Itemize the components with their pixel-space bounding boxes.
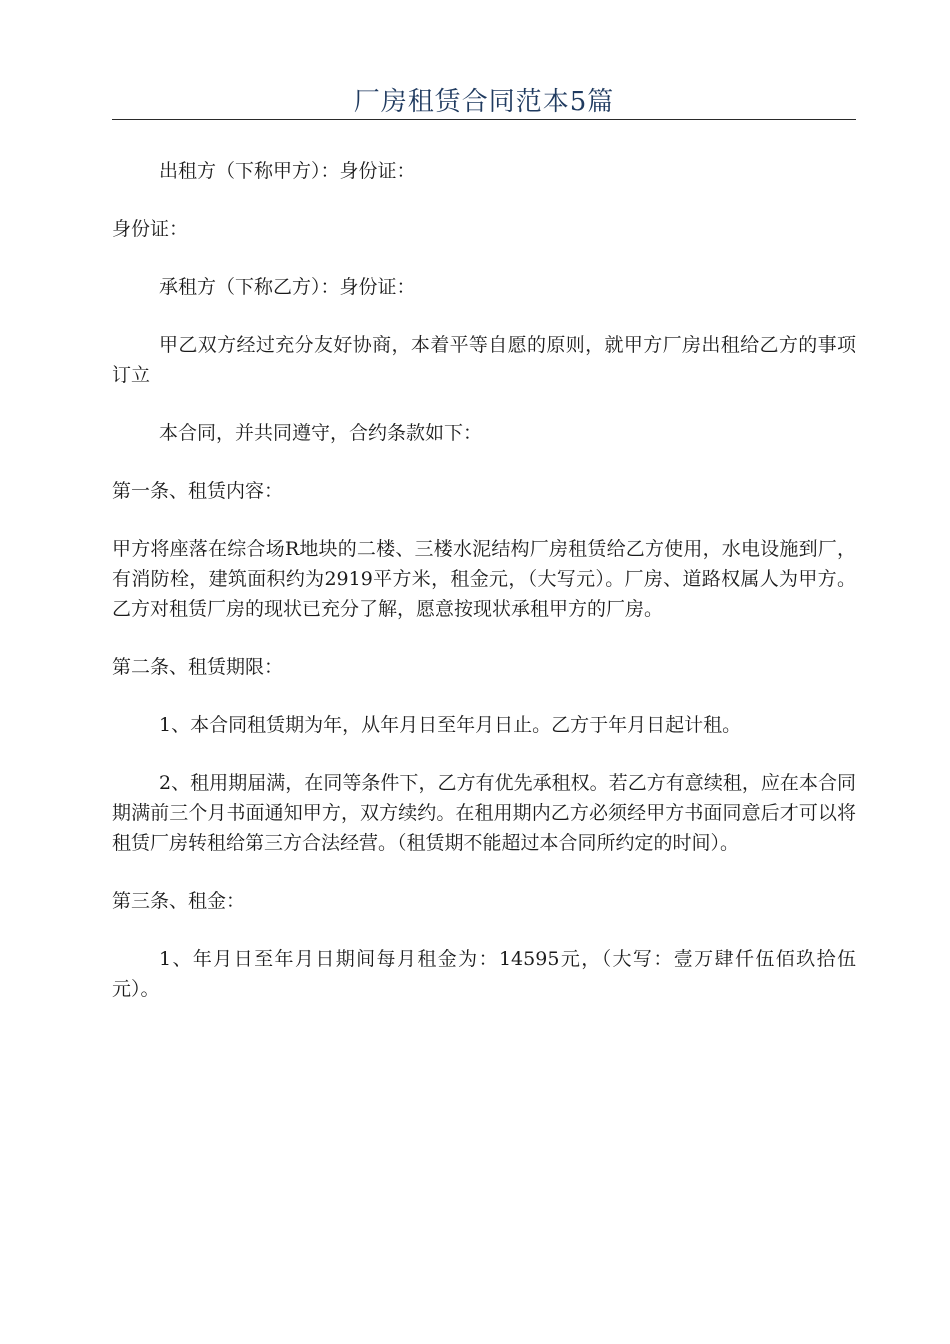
paragraph-lessee: 承租方（下称乙方）：身份证： — [159, 276, 416, 298]
article-2-heading: 第二条、租赁期限： — [112, 656, 284, 678]
title-underline — [112, 119, 856, 120]
article-2-item-2: 2、租用期届满，在同等条件下，乙方有优先承租权。若乙方有意续租，应在本合同期满前三个月书面通知甲方，双方续约。在租用期内乙方必须经甲方书面同意后才可以将租赁厂房转租给第三方合法经营。（租赁期不能超过本合同所约定的时间）。 — [112, 772, 856, 854]
document-body — [112, 156, 856, 1032]
paragraph-lessor: 出租方（下称甲方）：身份证： — [159, 160, 416, 182]
article-2-item-1: 1、本合同租赁期为年，从年月日至年月日止。乙方于年月日起计租。 — [159, 714, 742, 736]
paragraph-preamble-cont: 本合同，并共同遵守，合约条款如下： — [159, 422, 483, 444]
article-3-heading: 第三条、租金： — [112, 890, 246, 912]
article-3-item-1: 1、年月日至年月日期间每月租金为：14595元，（大写：壹万肆仟伍佰玖拾伍元）。 — [112, 948, 856, 1000]
document-title: 厂房租赁合同范本5篇 — [353, 87, 615, 117]
paragraph-id: 身份证： — [112, 218, 189, 240]
article-1-heading: 第一条、租赁内容： — [112, 480, 284, 502]
article-1-content: 甲方将座落在综合场R地块的二楼、三楼水泥结构厂房租赁给乙方使用，水电设施到厂，有消防栓，建筑面积约为2919平方米，租金元，（大写元）。厂房、道路权属人为甲方。乙方对租赁厂房的现状已充分了解，愿意按现状承租甲方的厂房。 — [112, 538, 856, 620]
paragraph-preamble: 甲乙双方经过充分友好协商，本着平等自愿的原则，就甲方厂房出租给乙方的事项订立 — [112, 334, 856, 386]
